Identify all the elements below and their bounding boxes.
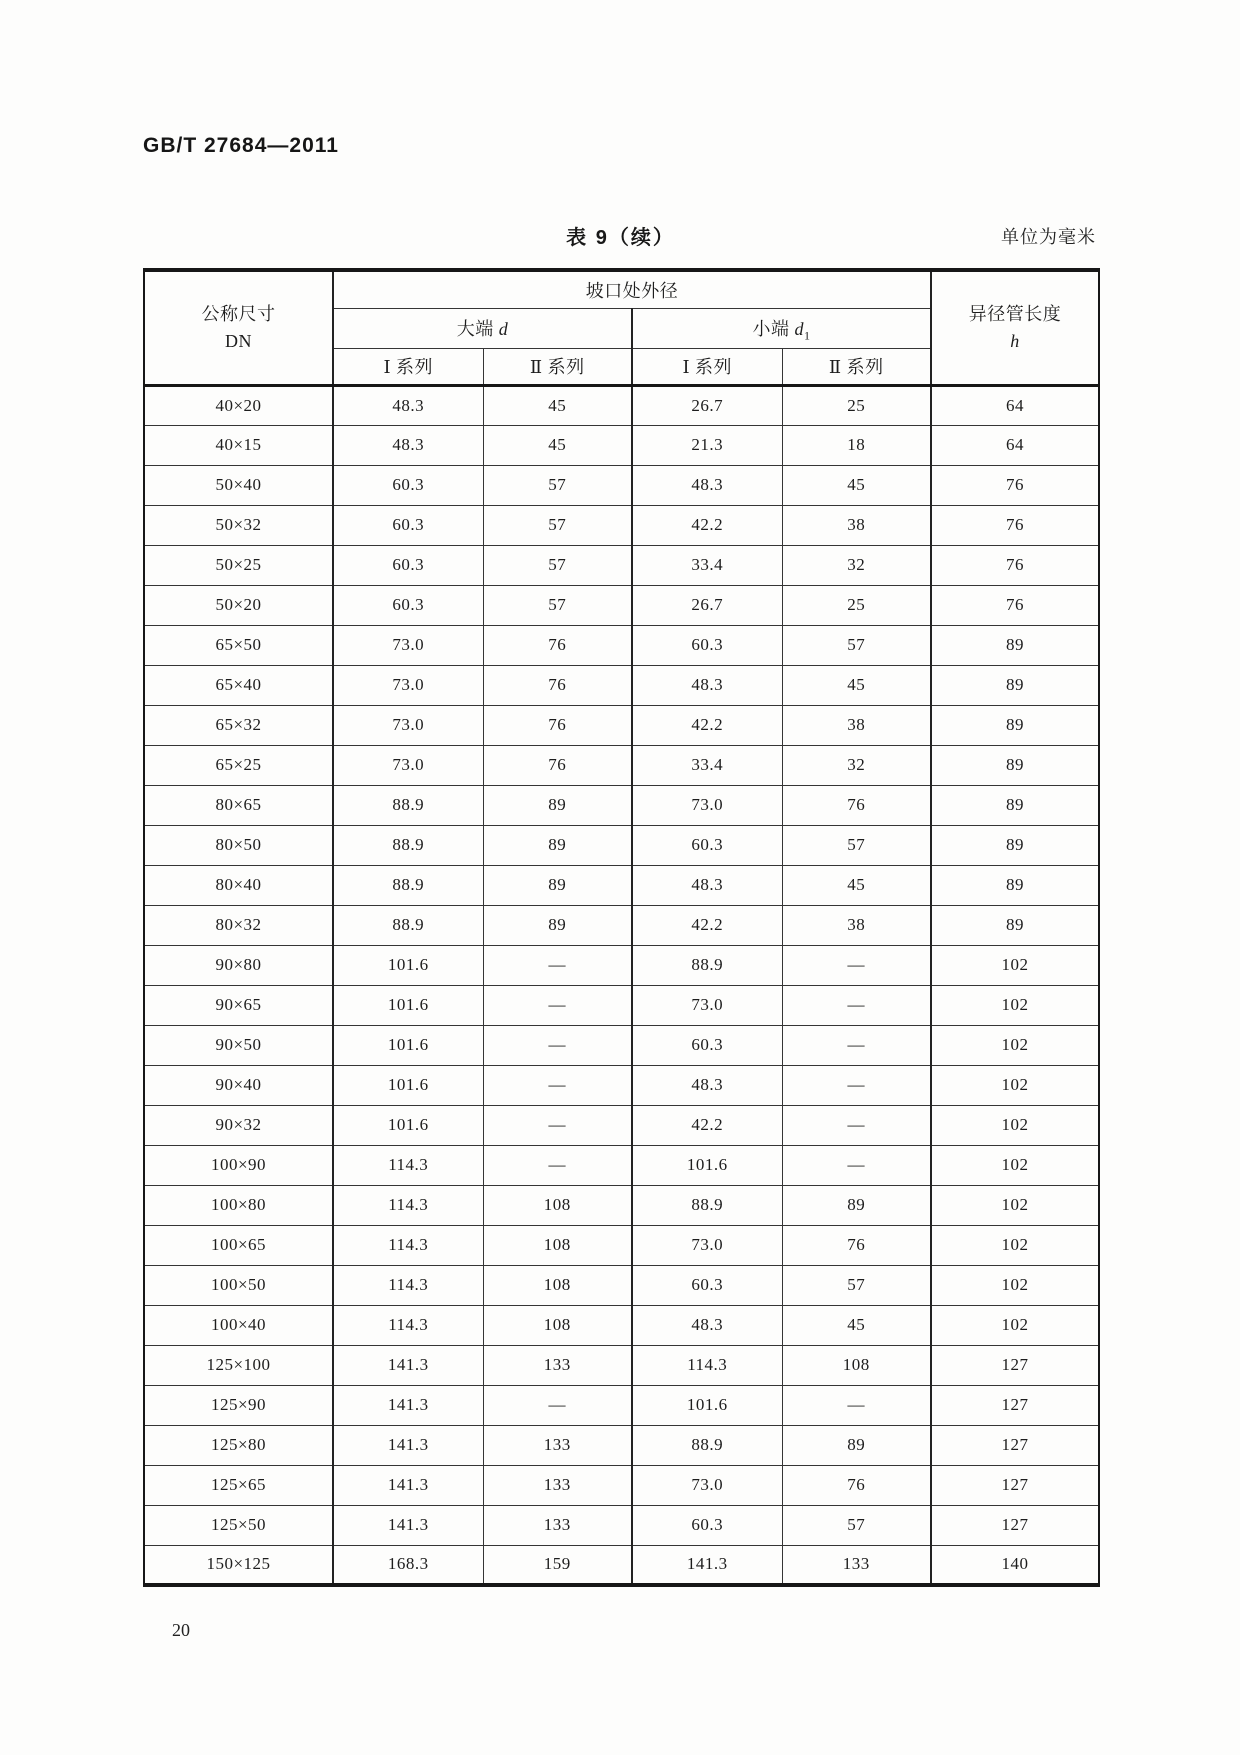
value-cell: 38 bbox=[782, 505, 931, 545]
value-cell: 102 bbox=[931, 1225, 1099, 1265]
value-cell: 127 bbox=[931, 1425, 1099, 1465]
value-cell: 57 bbox=[782, 1265, 931, 1305]
value-cell: 89 bbox=[931, 905, 1099, 945]
dn-cell: 125×50 bbox=[144, 1505, 333, 1545]
header-nominal-size bbox=[144, 270, 333, 385]
value-cell: 25 bbox=[782, 585, 931, 625]
value-cell: 89 bbox=[931, 625, 1099, 665]
table-row bbox=[144, 785, 1099, 825]
value-cell: — bbox=[483, 945, 632, 985]
value-cell: 73.0 bbox=[333, 745, 483, 785]
value-cell: 101.6 bbox=[632, 1145, 782, 1185]
value-cell: 141.3 bbox=[333, 1425, 483, 1465]
table-caption: 表 9（续） bbox=[566, 227, 675, 249]
value-cell: 48.3 bbox=[333, 425, 483, 465]
value-cell: 76 bbox=[931, 545, 1099, 585]
value-cell: 89 bbox=[931, 665, 1099, 705]
table-row bbox=[144, 1305, 1099, 1345]
dn-cell: 90×40 bbox=[144, 1065, 333, 1105]
dn-cell: 150×125 bbox=[144, 1545, 333, 1585]
header-big-end bbox=[333, 308, 632, 348]
value-cell: 101.6 bbox=[632, 1385, 782, 1425]
value-cell: 60.3 bbox=[632, 1265, 782, 1305]
header-big-end-series-1: Ⅰ 系列 bbox=[333, 348, 483, 385]
table-row bbox=[144, 865, 1099, 905]
value-cell: 133 bbox=[483, 1505, 632, 1545]
big-end-symbol-d: d bbox=[498, 319, 509, 339]
header-big-end-label: 大端 bbox=[456, 319, 494, 339]
value-cell: 89 bbox=[931, 705, 1099, 745]
value-cell: 76 bbox=[782, 785, 931, 825]
header-small-end-label: 小端 bbox=[752, 319, 790, 339]
value-cell: 73.0 bbox=[632, 985, 782, 1025]
value-cell: 64 bbox=[931, 425, 1099, 465]
table-row bbox=[144, 1545, 1099, 1585]
dn-cell: 80×65 bbox=[144, 785, 333, 825]
value-cell: 57 bbox=[782, 625, 931, 665]
value-cell: 89 bbox=[483, 865, 632, 905]
value-cell: 38 bbox=[782, 905, 931, 945]
dn-cell: 50×25 bbox=[144, 545, 333, 585]
header-small-end bbox=[632, 308, 931, 348]
dn-cell: 65×25 bbox=[144, 745, 333, 785]
value-cell: 60.3 bbox=[333, 465, 483, 505]
value-cell: 57 bbox=[782, 825, 931, 865]
table-body bbox=[144, 385, 1099, 1585]
value-cell: 168.3 bbox=[333, 1545, 483, 1585]
value-cell: 42.2 bbox=[632, 705, 782, 745]
dn-cell: 125×100 bbox=[144, 1345, 333, 1385]
dn-cell: 125×65 bbox=[144, 1465, 333, 1505]
small-end-symbol-d: d bbox=[794, 319, 804, 339]
value-cell: — bbox=[483, 985, 632, 1025]
value-cell: 108 bbox=[782, 1345, 931, 1385]
value-cell: 88.9 bbox=[333, 865, 483, 905]
value-cell: 89 bbox=[931, 865, 1099, 905]
value-cell: 141.3 bbox=[333, 1465, 483, 1505]
value-cell: 21.3 bbox=[632, 425, 782, 465]
value-cell: 89 bbox=[931, 745, 1099, 785]
value-cell: 88.9 bbox=[333, 785, 483, 825]
value-cell: 76 bbox=[782, 1465, 931, 1505]
dn-cell: 65×40 bbox=[144, 665, 333, 705]
value-cell: 45 bbox=[483, 425, 632, 465]
table-header bbox=[144, 270, 1099, 385]
value-cell: 108 bbox=[483, 1305, 632, 1345]
value-cell: 32 bbox=[782, 545, 931, 585]
value-cell: 33.4 bbox=[632, 745, 782, 785]
table-row bbox=[144, 585, 1099, 625]
value-cell: 101.6 bbox=[333, 1025, 483, 1065]
value-cell: 114.3 bbox=[632, 1345, 782, 1385]
value-cell: 101.6 bbox=[333, 945, 483, 985]
table-row bbox=[144, 985, 1099, 1025]
table-row bbox=[144, 1065, 1099, 1105]
header-nominal-size-symbol: DN bbox=[225, 330, 252, 351]
dn-cell: 50×20 bbox=[144, 585, 333, 625]
value-cell: 141.3 bbox=[632, 1545, 782, 1585]
value-cell: 102 bbox=[931, 1185, 1099, 1225]
dn-cell: 65×50 bbox=[144, 625, 333, 665]
value-cell: 102 bbox=[931, 1065, 1099, 1105]
header-reducer-length bbox=[931, 270, 1099, 385]
value-cell: 88.9 bbox=[632, 945, 782, 985]
value-cell: 141.3 bbox=[333, 1345, 483, 1385]
value-cell: 76 bbox=[483, 745, 632, 785]
value-cell: 140 bbox=[931, 1545, 1099, 1585]
unit-note: 单位为毫米 bbox=[1001, 227, 1096, 247]
standard-number: GB/T 27684—2011 bbox=[143, 134, 339, 157]
value-cell: 60.3 bbox=[632, 825, 782, 865]
dn-cell: 90×50 bbox=[144, 1025, 333, 1065]
dn-cell: 100×90 bbox=[144, 1145, 333, 1185]
dn-cell: 100×65 bbox=[144, 1225, 333, 1265]
value-cell: 102 bbox=[931, 1145, 1099, 1185]
value-cell: 101.6 bbox=[333, 1105, 483, 1145]
table-row bbox=[144, 1105, 1099, 1145]
value-cell: 76 bbox=[931, 465, 1099, 505]
value-cell: — bbox=[782, 1105, 931, 1145]
value-cell: 127 bbox=[931, 1505, 1099, 1545]
value-cell: 57 bbox=[483, 465, 632, 505]
header-reducer-length-symbol bbox=[932, 328, 1098, 355]
value-cell: 38 bbox=[782, 705, 931, 745]
value-cell: — bbox=[483, 1385, 632, 1425]
value-cell: 127 bbox=[931, 1465, 1099, 1505]
value-cell: — bbox=[483, 1025, 632, 1065]
value-cell: 114.3 bbox=[333, 1225, 483, 1265]
value-cell: 48.3 bbox=[632, 465, 782, 505]
value-cell: 25 bbox=[782, 385, 931, 425]
table-row bbox=[144, 545, 1099, 585]
dn-cell: 50×32 bbox=[144, 505, 333, 545]
value-cell: 88.9 bbox=[333, 825, 483, 865]
table-row bbox=[144, 465, 1099, 505]
header-nominal-size-label: 公称尺寸 bbox=[201, 303, 276, 324]
value-cell: 89 bbox=[483, 825, 632, 865]
value-cell: 101.6 bbox=[333, 985, 483, 1025]
dn-cell: 40×20 bbox=[144, 385, 333, 425]
header-outer-diameter-group: 坡口处外径 bbox=[333, 270, 931, 308]
value-cell: 60.3 bbox=[333, 545, 483, 585]
value-cell: 76 bbox=[483, 705, 632, 745]
value-cell: 89 bbox=[483, 785, 632, 825]
table-row bbox=[144, 1025, 1099, 1065]
value-cell: 60.3 bbox=[333, 505, 483, 545]
header-small-end-series-1: Ⅰ 系列 bbox=[632, 348, 782, 385]
value-cell: 48.3 bbox=[632, 865, 782, 905]
value-cell: 159 bbox=[483, 1545, 632, 1585]
table-row bbox=[144, 1385, 1099, 1425]
value-cell: — bbox=[483, 1145, 632, 1185]
header-small-end-series-2: Ⅱ 系列 bbox=[782, 348, 931, 385]
dn-cell: 90×32 bbox=[144, 1105, 333, 1145]
table-row bbox=[144, 425, 1099, 465]
reducer-dimensions-table bbox=[143, 268, 1100, 1587]
value-cell: — bbox=[782, 945, 931, 985]
dn-cell: 125×80 bbox=[144, 1425, 333, 1465]
value-cell: 60.3 bbox=[632, 1505, 782, 1545]
value-cell: 76 bbox=[931, 585, 1099, 625]
dn-cell: 80×40 bbox=[144, 865, 333, 905]
table-row bbox=[144, 1505, 1099, 1545]
dn-cell: 100×40 bbox=[144, 1305, 333, 1345]
value-cell: 73.0 bbox=[333, 665, 483, 705]
value-cell: 57 bbox=[483, 505, 632, 545]
value-cell: 114.3 bbox=[333, 1185, 483, 1225]
value-cell: 42.2 bbox=[632, 1105, 782, 1145]
value-cell: 26.7 bbox=[632, 385, 782, 425]
value-cell: 73.0 bbox=[632, 785, 782, 825]
value-cell: 88.9 bbox=[333, 905, 483, 945]
value-cell: 60.3 bbox=[632, 1025, 782, 1065]
value-cell: 133 bbox=[483, 1425, 632, 1465]
value-cell: 102 bbox=[931, 945, 1099, 985]
value-cell: 57 bbox=[483, 545, 632, 585]
table-caption-row bbox=[143, 221, 1098, 251]
table-row bbox=[144, 1145, 1099, 1185]
dn-cell: 90×65 bbox=[144, 985, 333, 1025]
value-cell: 42.2 bbox=[632, 505, 782, 545]
value-cell: 45 bbox=[483, 385, 632, 425]
dn-cell: 65×32 bbox=[144, 705, 333, 745]
value-cell: 108 bbox=[483, 1185, 632, 1225]
value-cell: 89 bbox=[931, 785, 1099, 825]
value-cell: 141.3 bbox=[333, 1385, 483, 1425]
value-cell: 102 bbox=[931, 1025, 1099, 1065]
value-cell: 89 bbox=[483, 905, 632, 945]
value-cell: 60.3 bbox=[632, 625, 782, 665]
value-cell: 114.3 bbox=[333, 1305, 483, 1345]
dn-cell: 40×15 bbox=[144, 425, 333, 465]
table-row bbox=[144, 905, 1099, 945]
value-cell: — bbox=[782, 1025, 931, 1065]
table-row bbox=[144, 825, 1099, 865]
dn-cell: 90×80 bbox=[144, 945, 333, 985]
value-cell: 127 bbox=[931, 1385, 1099, 1425]
value-cell: 114.3 bbox=[333, 1265, 483, 1305]
page-number: 20 bbox=[172, 1620, 190, 1640]
value-cell: 57 bbox=[483, 585, 632, 625]
table-row bbox=[144, 1465, 1099, 1505]
table-row bbox=[144, 1345, 1099, 1385]
small-end-symbol-subscript: 1 bbox=[804, 328, 811, 343]
value-cell: 127 bbox=[931, 1345, 1099, 1385]
dn-cell: 125×90 bbox=[144, 1385, 333, 1425]
value-cell: 108 bbox=[483, 1225, 632, 1265]
table-row bbox=[144, 505, 1099, 545]
value-cell: 64 bbox=[931, 385, 1099, 425]
table-row bbox=[144, 625, 1099, 665]
value-cell: 48.3 bbox=[333, 385, 483, 425]
header-reducer-length-label: 异径管长度 bbox=[968, 303, 1062, 324]
dn-cell: 80×32 bbox=[144, 905, 333, 945]
value-cell: 101.6 bbox=[333, 1065, 483, 1105]
value-cell: 114.3 bbox=[333, 1145, 483, 1185]
value-cell: 45 bbox=[782, 865, 931, 905]
value-cell: 42.2 bbox=[632, 905, 782, 945]
value-cell: 102 bbox=[931, 1305, 1099, 1345]
value-cell: 73.0 bbox=[333, 625, 483, 665]
table-row bbox=[144, 745, 1099, 785]
value-cell: 45 bbox=[782, 465, 931, 505]
value-cell: — bbox=[782, 1385, 931, 1425]
header-row-groups bbox=[144, 270, 1099, 308]
value-cell: 102 bbox=[931, 985, 1099, 1025]
value-cell: 48.3 bbox=[632, 1065, 782, 1105]
dn-cell: 100×50 bbox=[144, 1265, 333, 1305]
value-cell: — bbox=[483, 1105, 632, 1145]
value-cell: 73.0 bbox=[333, 705, 483, 745]
length-symbol-h: h bbox=[1010, 330, 1020, 351]
value-cell: 133 bbox=[483, 1465, 632, 1505]
table-row bbox=[144, 1265, 1099, 1305]
table-row bbox=[144, 385, 1099, 425]
table-row bbox=[144, 1425, 1099, 1465]
value-cell: 73.0 bbox=[632, 1465, 782, 1505]
value-cell: 76 bbox=[931, 505, 1099, 545]
table-row bbox=[144, 665, 1099, 705]
value-cell: — bbox=[782, 985, 931, 1025]
value-cell: 57 bbox=[782, 1505, 931, 1545]
header-big-end-series-2: Ⅱ 系列 bbox=[483, 348, 632, 385]
value-cell: 32 bbox=[782, 745, 931, 785]
value-cell: 76 bbox=[483, 625, 632, 665]
value-cell: 89 bbox=[782, 1185, 931, 1225]
value-cell: — bbox=[782, 1065, 931, 1105]
value-cell: 89 bbox=[931, 825, 1099, 865]
value-cell: 45 bbox=[782, 665, 931, 705]
value-cell: 26.7 bbox=[632, 585, 782, 625]
value-cell: 76 bbox=[782, 1225, 931, 1265]
value-cell: 76 bbox=[483, 665, 632, 705]
value-cell: — bbox=[782, 1145, 931, 1185]
value-cell: 108 bbox=[483, 1265, 632, 1305]
table-row bbox=[144, 1225, 1099, 1265]
value-cell: 60.3 bbox=[333, 585, 483, 625]
table-row bbox=[144, 1185, 1099, 1225]
value-cell: 88.9 bbox=[632, 1185, 782, 1225]
value-cell: 141.3 bbox=[333, 1505, 483, 1545]
value-cell: 89 bbox=[782, 1425, 931, 1465]
value-cell: — bbox=[483, 1065, 632, 1105]
table-row bbox=[144, 945, 1099, 985]
value-cell: 88.9 bbox=[632, 1425, 782, 1465]
dn-cell: 50×40 bbox=[144, 465, 333, 505]
dn-cell: 100×80 bbox=[144, 1185, 333, 1225]
value-cell: 73.0 bbox=[632, 1225, 782, 1265]
value-cell: 133 bbox=[483, 1345, 632, 1385]
value-cell: 133 bbox=[782, 1545, 931, 1585]
table-row bbox=[144, 705, 1099, 745]
value-cell: 33.4 bbox=[632, 545, 782, 585]
value-cell: 48.3 bbox=[632, 1305, 782, 1345]
value-cell: 48.3 bbox=[632, 665, 782, 705]
value-cell: 18 bbox=[782, 425, 931, 465]
value-cell: 45 bbox=[782, 1305, 931, 1345]
value-cell: 102 bbox=[931, 1265, 1099, 1305]
dn-cell: 80×50 bbox=[144, 825, 333, 865]
value-cell: 102 bbox=[931, 1105, 1099, 1145]
